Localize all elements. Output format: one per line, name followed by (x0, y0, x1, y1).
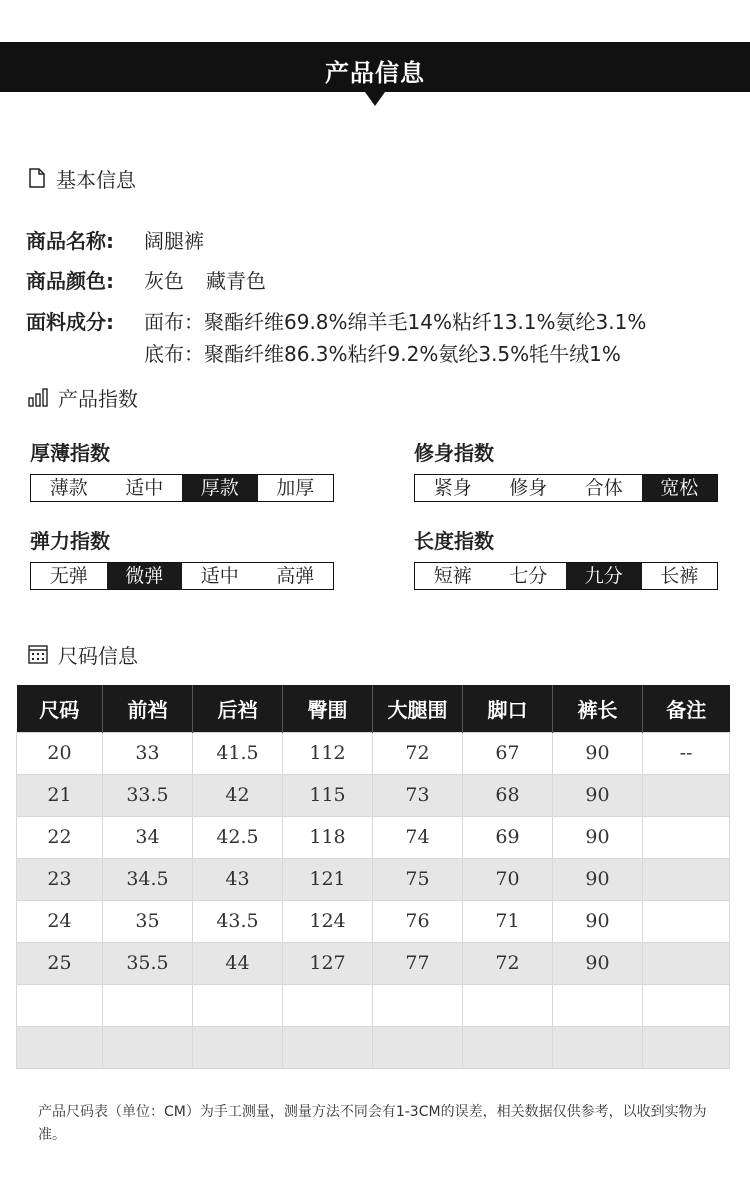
fit-option: 紧身 (433, 477, 472, 499)
indices-heading (28, 383, 138, 411)
indices-title: 产品指数 (58, 386, 138, 411)
table-cell: 90 (553, 858, 643, 900)
table-cell: 71 (463, 900, 553, 942)
table-cell (643, 816, 730, 858)
table-cell (103, 1026, 193, 1068)
column-header: 备注 (643, 685, 730, 732)
table-cell: 90 (553, 816, 643, 858)
column-header: 裤长 (553, 685, 643, 732)
size-info-title: 尺码信息 (58, 643, 138, 668)
table-cell: 124 (283, 900, 373, 942)
fabric-outer: 面布：聚酯纤维69.8%绵羊毛14%粘纤13.1%氨纶3.1% (144, 310, 647, 334)
thickness-scale (30, 474, 334, 502)
product-name-row (26, 225, 204, 254)
table-cell: 35 (103, 900, 193, 942)
elasticity-option: 无弹 (49, 565, 88, 587)
table-cell: 70 (463, 858, 553, 900)
table-cell (643, 858, 730, 900)
page-title: 产品信息 (325, 59, 425, 87)
column-header: 前裆 (103, 685, 193, 732)
table-cell: 115 (283, 774, 373, 816)
table-cell (103, 984, 193, 1026)
column-header: 臀围 (283, 685, 373, 732)
table-cell: 21 (17, 774, 103, 816)
table-row (17, 942, 730, 984)
table-cell: 76 (373, 900, 463, 942)
product-color-1: 灰色 (144, 269, 184, 293)
product-color-label: 商品颜色: (26, 269, 114, 293)
table-cell (643, 900, 730, 942)
thickness-option: 薄款 (49, 477, 88, 499)
table-cell: 43 (193, 858, 283, 900)
column-header: 大腿围 (373, 685, 463, 732)
length-option: 短裤 (433, 565, 472, 587)
table-cell: 43.5 (193, 900, 283, 942)
thickness-option: 加厚 (276, 477, 315, 499)
table-cell (283, 984, 373, 1026)
fit-option: 合体 (584, 477, 623, 499)
table-cell: 90 (553, 942, 643, 984)
table-cell: 72 (463, 942, 553, 984)
product-name-label: 商品名称: (26, 229, 114, 253)
table-cell (463, 1026, 553, 1068)
length-option-selected: 九分 (566, 563, 642, 589)
table-cell: 77 (373, 942, 463, 984)
table-cell: 20 (17, 732, 103, 774)
table-cell: 68 (463, 774, 553, 816)
table-cell: 112 (283, 732, 373, 774)
basic-info-heading (28, 164, 136, 192)
table-cell: 33.5 (103, 774, 193, 816)
thickness-option-selected: 厚款 (182, 475, 258, 501)
bar-chart-icon (28, 387, 48, 407)
table-cell (463, 984, 553, 1026)
table-cell (193, 1026, 283, 1068)
fit-option: 修身 (509, 477, 548, 499)
table-cell: 35.5 (103, 942, 193, 984)
table-row (17, 858, 730, 900)
table-cell (17, 1026, 103, 1068)
table-cell: 67 (463, 732, 553, 774)
table-row (17, 900, 730, 942)
table-cell: 42 (193, 774, 283, 816)
table-cell: 72 (373, 732, 463, 774)
table-cell: 22 (17, 816, 103, 858)
table-row (17, 774, 730, 816)
length-option: 七分 (509, 565, 548, 587)
table-cell (553, 1026, 643, 1068)
document-icon (28, 168, 46, 188)
table-cell (643, 774, 730, 816)
table-cell: 69 (463, 816, 553, 858)
column-header: 尺码 (17, 685, 103, 732)
elasticity-option-selected: 微弹 (107, 563, 183, 589)
fabric-row (26, 306, 646, 335)
table-cell (553, 984, 643, 1026)
table-cell: 42.5 (193, 816, 283, 858)
table-cell: 24 (17, 900, 103, 942)
size-info-heading (28, 640, 138, 668)
table-row (17, 816, 730, 858)
fabric-lining: 底布：聚酯纤维86.3%粘纤9.2%氨纶3.5%牦牛绒1% (144, 342, 621, 366)
table-cell: 127 (283, 942, 373, 984)
table-cell: 73 (373, 774, 463, 816)
table-cell: 44 (193, 942, 283, 984)
table-cell: 41.5 (193, 732, 283, 774)
table-cell (643, 942, 730, 984)
product-color-2: 藏青色 (206, 269, 266, 293)
elasticity-option: 适中 (200, 565, 239, 587)
table-cell (17, 984, 103, 1026)
calendar-grid-icon (28, 644, 48, 664)
elasticity-option: 高弹 (276, 565, 315, 587)
thickness-title: 厚薄指数 (30, 441, 110, 465)
fabric-lining-row (144, 338, 621, 367)
fit-scale (414, 474, 718, 502)
column-header: 后裆 (193, 685, 283, 732)
fabric-label: 面料成分: (26, 310, 114, 334)
table-cell (373, 1026, 463, 1068)
table-cell: 121 (283, 858, 373, 900)
length-title: 长度指数 (414, 529, 494, 553)
fit-title: 修身指数 (414, 441, 494, 465)
table-cell: 25 (17, 942, 103, 984)
length-option: 长裤 (660, 565, 699, 587)
table-cell (373, 984, 463, 1026)
table-cell: -- (643, 732, 730, 774)
table-cell (643, 984, 730, 1026)
size-table-header (17, 685, 730, 732)
measurement-note: 产品尺码表（单位：CM）为手工测量，测量方法不同会有1-3CM的误差，相关数据仅供参考，以收到实物为准。 (38, 1104, 707, 1143)
table-cell: 33 (103, 732, 193, 774)
fit-option-selected: 宽松 (642, 475, 718, 501)
elasticity-title: 弹力指数 (30, 529, 110, 553)
table-cell: 75 (373, 858, 463, 900)
product-name-value: 阔腿裤 (144, 229, 204, 253)
table-cell: 90 (553, 900, 643, 942)
table-cell: 90 (553, 732, 643, 774)
basic-info-title: 基本信息 (56, 167, 136, 192)
banner-notch (365, 92, 385, 106)
size-table (16, 685, 730, 1069)
thickness-option: 适中 (125, 477, 164, 499)
table-cell (643, 1026, 730, 1068)
table-cell: 34.5 (103, 858, 193, 900)
table-row (17, 1026, 730, 1068)
elasticity-scale (30, 562, 334, 590)
page-banner (0, 42, 750, 92)
product-color-row (26, 265, 266, 294)
table-row (17, 984, 730, 1026)
column-header: 脚口 (463, 685, 553, 732)
length-scale (414, 562, 718, 590)
table-row (17, 732, 730, 774)
table-cell: 23 (17, 858, 103, 900)
table-cell: 34 (103, 816, 193, 858)
table-cell: 74 (373, 816, 463, 858)
table-cell (193, 984, 283, 1026)
table-cell (283, 1026, 373, 1068)
table-cell: 118 (283, 816, 373, 858)
table-cell: 90 (553, 774, 643, 816)
